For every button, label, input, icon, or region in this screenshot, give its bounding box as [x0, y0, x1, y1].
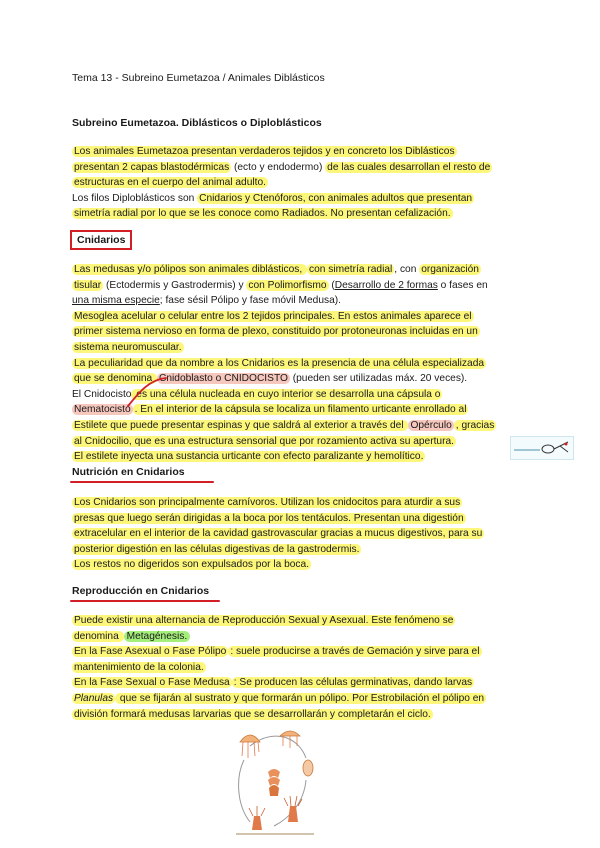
reproduccion-text: Planulas [74, 692, 114, 704]
cnidarios-text: . En el interior de la cápsula se localiza un filamento urticante enrollado al [134, 404, 467, 416]
cnidarios-text: con Polimorfismo [248, 279, 327, 291]
cnidarios-text: una misma especie [72, 295, 160, 307]
nematocyst-sketch-icon [510, 436, 574, 460]
cnidarios-text: , con [394, 264, 420, 275]
reproduccion-line: mantenimiento de la colonia. [74, 661, 204, 673]
page-title: Subreino Eumetazoa. Diblásticos o Diploblásticos [72, 117, 322, 129]
reproduccion-line: Puede existir una alternancia de Reproducción Sexual y Asexual. Este fenómeno se [74, 615, 454, 626]
cnidarios-line: Mesoglea acelular o celular entre los 2 tejidos principales. En estos animales aparece el [74, 310, 472, 322]
intro-text: Los filos Diploblásticos son [72, 192, 198, 204]
cnidarios-line: al Cnidocilio, que es una estructura sensorial que por rozamiento activa su apertura. [74, 435, 454, 447]
cnidarios-text: tisular [74, 279, 102, 291]
heading-underline [70, 481, 214, 483]
reproduccion-text: : suele producirse a través de Gemación y sirve para el [230, 646, 480, 658]
reproduccion-text: que se fijarán al sustrato y que formarán un pólipo. Por Estrobilación el pólipo en [117, 692, 485, 704]
reproduccion-text: En la Fase Asexual o Fase Pólipo [74, 646, 227, 658]
cnidarios-text: Nematocisto [74, 404, 131, 416]
cnidarian-life-cycle-figure [228, 722, 320, 846]
cnidarios-text: (pueden ser utilizadas máx. 20 veces). [289, 373, 468, 385]
cnidarios-text: Opérculo [410, 419, 452, 431]
nutricion-line: presas que luego serán dirigidas a la boca por los tentáculos. Presentan una digestión [74, 512, 464, 524]
reproduccion-line: división formará medusas larvarias que se desarrollarán y completarán el ciclo. [74, 708, 431, 720]
cnidarios-text: ; fase sésil Pólipo y fase móvil Medusa). [159, 295, 341, 307]
reproduccion-paragraph [72, 613, 532, 722]
nutricion-line: Los Cnidarios son principalmente carnívoros. Utilizan los cnidocitos para aturdir a sus [74, 497, 461, 508]
nutricion-paragraph [72, 495, 532, 573]
cnidarios-text: (Ectodermis y Gastrodermis) y [103, 279, 247, 291]
cnidarios-text: o fases en [437, 279, 488, 291]
cnidarios-text: Las medusas y/o pólipos son animales diblásticos, [74, 264, 306, 275]
nutricion-line: Los restos no digeridos son expulsados por la boca. [74, 559, 310, 571]
section-heading-cnidarios: Cnidarios [70, 230, 132, 250]
intro-line: Los animales Eumetazoa presentan verdaderos tejidos y en concreto los Diblásticos [74, 146, 455, 157]
cnidarios-line: La peculiaridad que da nombre a los Cnidarios es la presencia de una célula especializada [74, 357, 485, 369]
intro-line: simetría radial por lo que se les conoce como Radiados. No presentan cefalización. [74, 208, 451, 220]
section-heading-nutricion: Nutrición en Cnidarios [72, 466, 185, 478]
intro-text: presentan 2 capas blastodérmicas [74, 161, 230, 173]
cnidarios-text: Cnidoblasto o CNIDOCISTO [159, 373, 288, 385]
cnidarios-text: Desarrollo de 2 formas [334, 279, 438, 291]
intro-line: estructuras en el cuerpo del animal adulto. [74, 177, 266, 189]
intro-text: Cnidarios y Ctenóforos, con animales adultos que presentan [199, 192, 473, 204]
section-heading-reproduccion: Reproducción en Cnidarios [72, 585, 210, 597]
nutricion-line: posterior digestión en las células digestivas de la gastrodermis. [74, 543, 360, 555]
cnidarios-text: organización [421, 264, 479, 275]
cnidarios-line: El estilete inyecta una sustancia urticante con efecto paralizante y hemolítico. [74, 451, 424, 463]
cnidarios-line: sistema neuromuscular. [74, 341, 182, 353]
reproduccion-text: En la Fase Sexual o Fase Medusa [74, 677, 230, 689]
intro-paragraph [72, 144, 532, 222]
page-header: Tema 13 - Subreino Eumetazoa / Animales Diblásticos [72, 72, 325, 84]
intro-text: (ecto y endodermo) [231, 161, 326, 173]
heading-underline [70, 600, 220, 602]
cnidarios-text: es una célula nucleada en cuyo interior se desarrolla una cápsula o [133, 388, 441, 400]
cnidarios-text: El Cnidocisto [72, 388, 132, 400]
cnidarios-line: primer sistema nervioso en forma de plexo, constituido por protoneuronas incluidas en un [74, 326, 478, 338]
cnidarios-paragraph [72, 262, 532, 465]
cnidarios-text: que se denomina [74, 373, 155, 385]
reproduccion-text: : Se producen las células germinativas, dando larvas [233, 677, 473, 689]
reproduccion-text: denomina [74, 630, 122, 642]
cnidarios-text: ( [328, 279, 335, 291]
cnidarios-text: , gracias [455, 419, 495, 431]
cnidarios-text: Estilete que puede presentar espinas y que saldrá al exterior a través del [74, 419, 407, 431]
intro-text: de las cuales desarrollan el resto de [327, 161, 491, 173]
cnidarios-text: con simetría radial [309, 264, 393, 275]
nutricion-line: extracelular en el interior de la cavidad gastrovascular gracias a mucus digestivos, para su [74, 528, 483, 540]
red-pen-stroke [118, 372, 178, 412]
reproduccion-text: Metagénesis. [124, 631, 191, 642]
